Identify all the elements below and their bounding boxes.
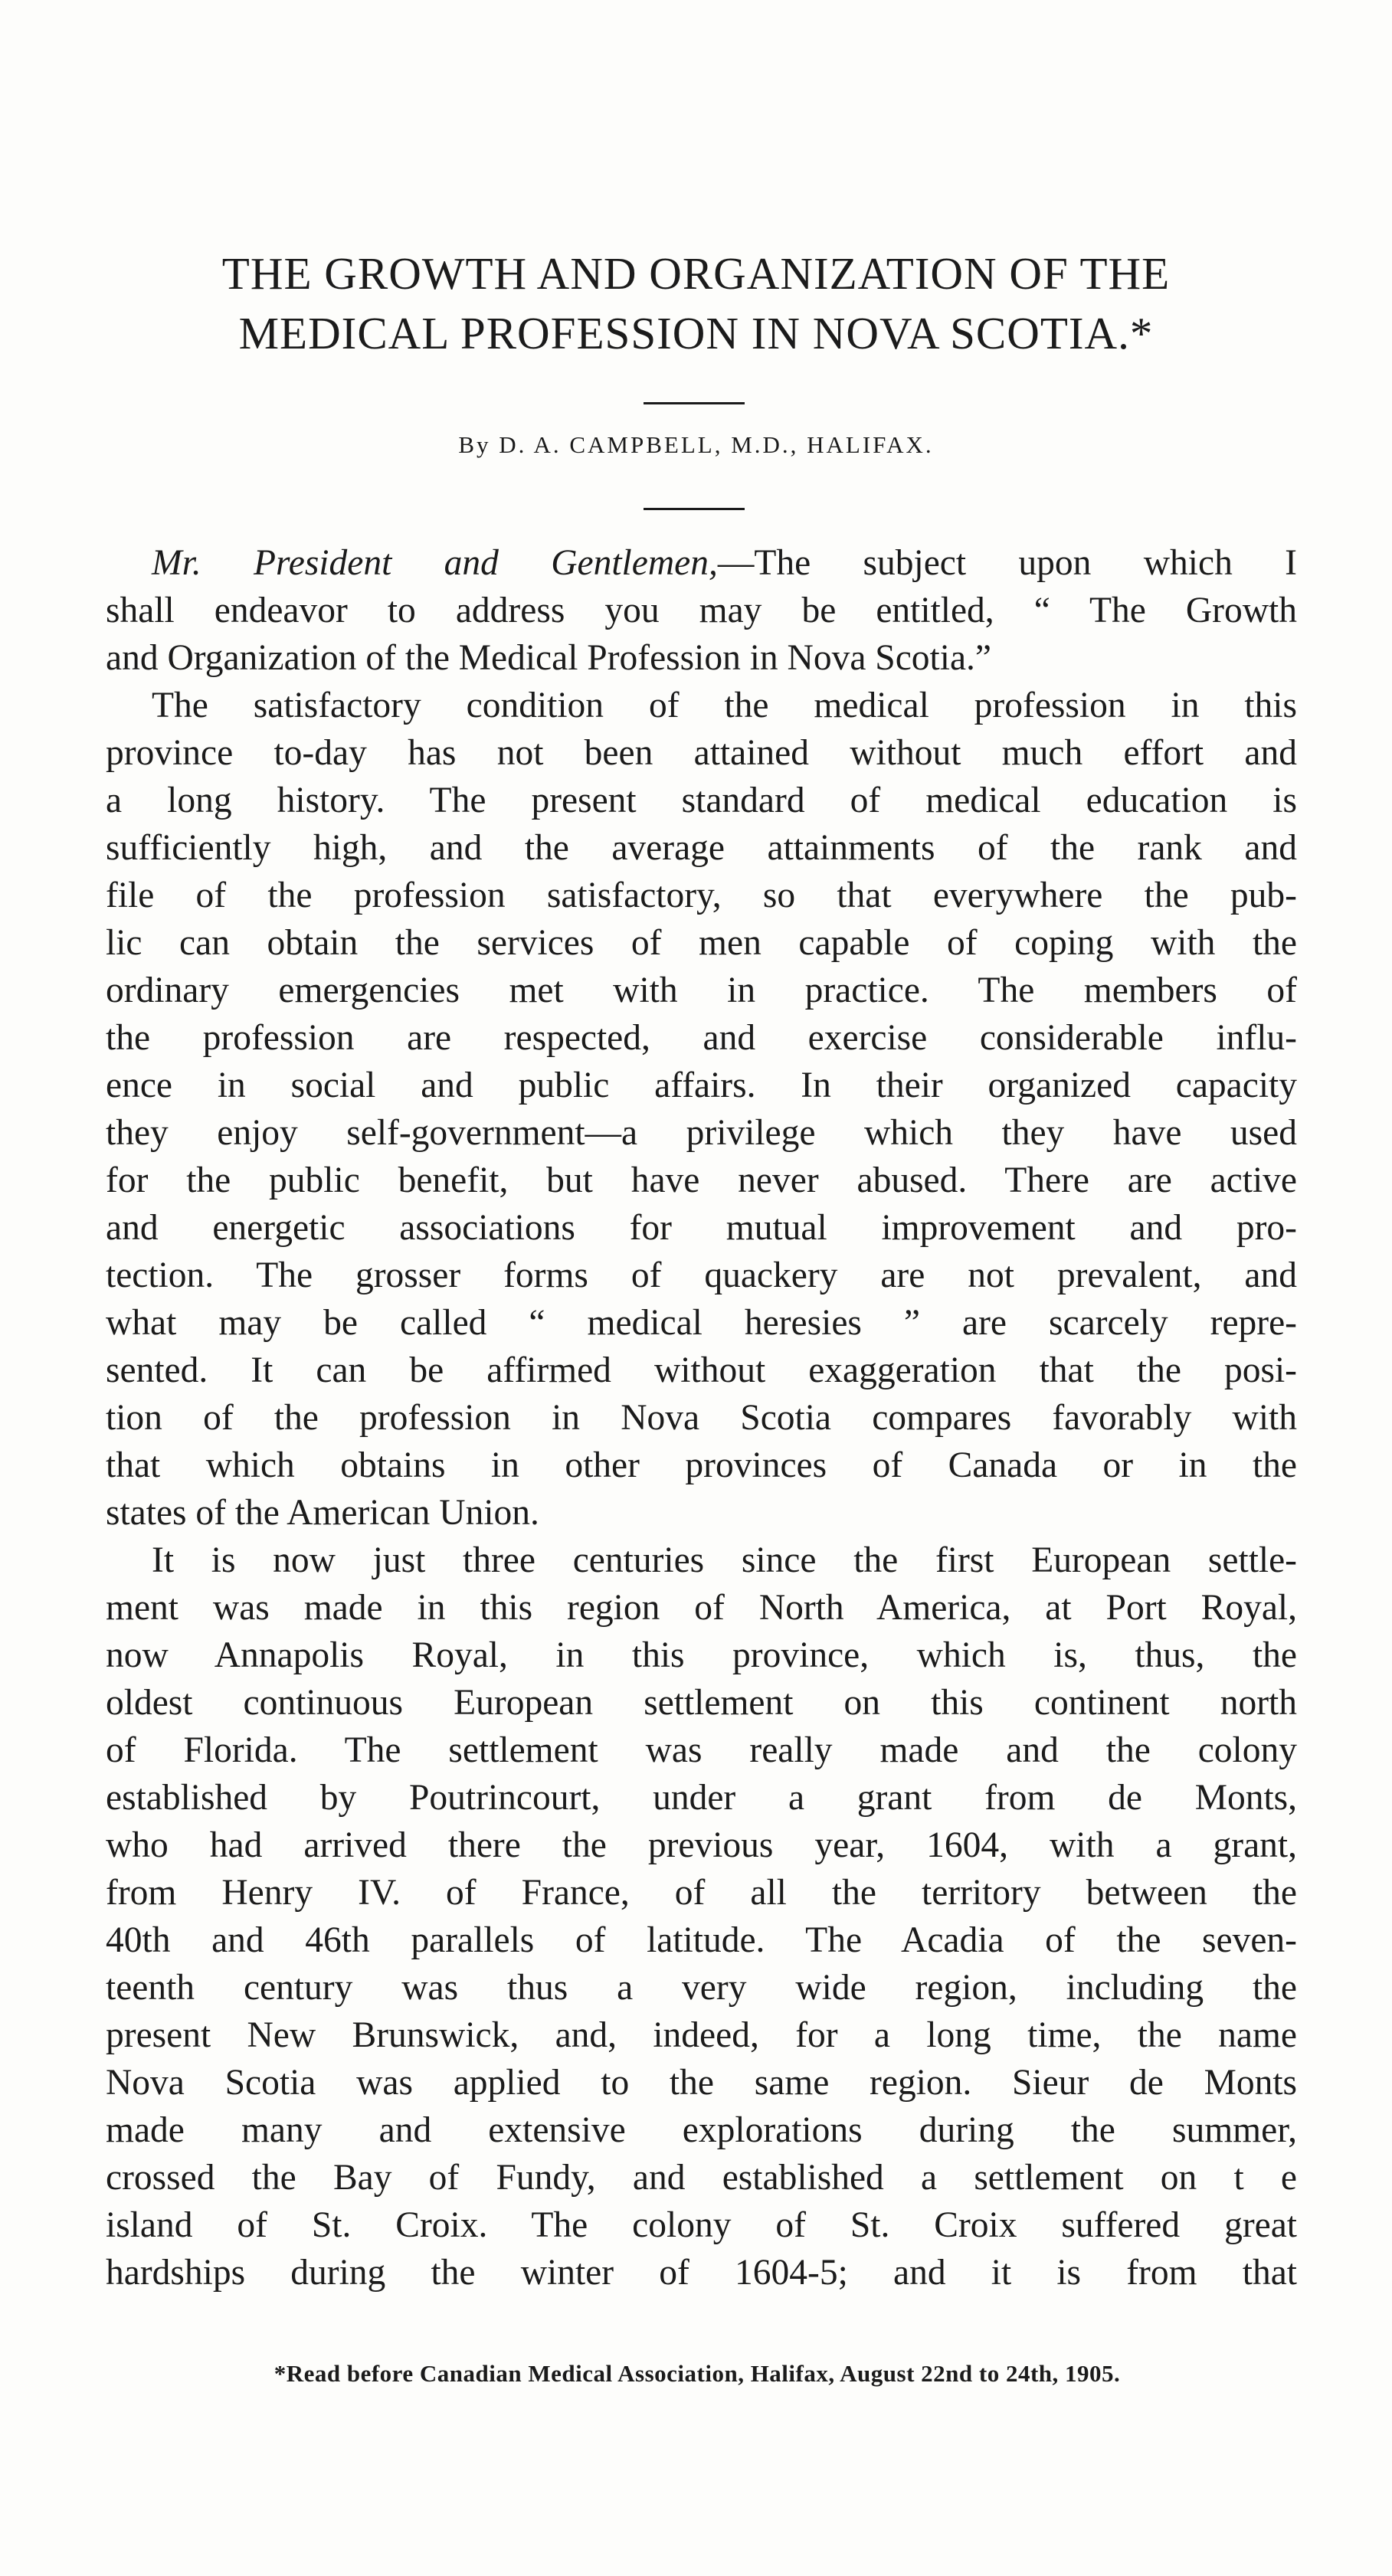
text-line: file of the profession satisfactory, so that everywhere the pub- bbox=[106, 876, 1297, 915]
text-line: hardships during the winter of 1604-5; and it is from that bbox=[106, 2253, 1297, 2293]
article-title bbox=[115, 244, 1277, 363]
article-body bbox=[106, 539, 1297, 2296]
text-line: they enjoy self-government—a privilege which they have used bbox=[106, 1113, 1297, 1153]
text-line: shall endeavor to address you may be entitled, “ The Growth bbox=[106, 591, 1297, 630]
text-line: The satisfactory condition of the medical profession in this bbox=[152, 686, 1297, 725]
text-line: that which obtains in other provinces of Canada or in the bbox=[106, 1445, 1297, 1485]
text-line: crossed the Bay of Fundy, and established a settlement on t e bbox=[106, 2158, 1297, 2198]
title-line: MEDICAL PROFESSION IN NOVA SCOTIA.* bbox=[238, 308, 1154, 358]
text-line: province to-day has not been attained without much effort and bbox=[106, 733, 1297, 773]
text-line: from Henry IV. of France, of all the territory between the bbox=[106, 1873, 1297, 1913]
title-line: THE GROWTH AND ORGANIZATION OF THE bbox=[221, 248, 1171, 299]
text-line: It is now just three centuries since the first European settle- bbox=[152, 1540, 1297, 1580]
text-line: ordinary emergencies met with in practice. The members of bbox=[106, 971, 1297, 1010]
text-line: island of St. Croix. The colony of St. Croix suffered great bbox=[106, 2205, 1297, 2245]
text-line: established by Poutrincourt, under a grant from de Monts, bbox=[106, 1778, 1297, 1818]
text-line: who had arrived there the previous year, 1604, with a grant, bbox=[106, 1825, 1297, 1865]
text-line: present New Brunswick, and, indeed, for a long time, the name bbox=[106, 2015, 1297, 2055]
byline-divider bbox=[644, 508, 745, 510]
text-line: and Organization of the Medical Profession in Nova Scotia.” bbox=[106, 638, 991, 678]
text-line: oldest continuous European settlement on this continent north bbox=[106, 1683, 1297, 1723]
text-line bbox=[106, 539, 1297, 587]
text-line: for the public benefit, but have never abused. There are active bbox=[106, 1160, 1297, 1200]
text-line: tion of the profession in Nova Scotia compares favorably with bbox=[106, 1398, 1297, 1438]
text-line: tection. The grosser forms of quackery are not prevalent, and bbox=[106, 1255, 1297, 1295]
title-divider bbox=[644, 402, 745, 404]
text-line: 40th and 46th parallels of latitude. The Acadia of the seven- bbox=[106, 1920, 1297, 1960]
text-line: Nova Scotia was applied to the same region. Sieur de Monts bbox=[106, 2063, 1297, 2103]
text-line-content: —The subject upon which I bbox=[717, 543, 1297, 583]
author-byline: By D. A. CAMPBELL, M.D., HALIFAX. bbox=[458, 431, 934, 458]
text-line: states of the American Union. bbox=[106, 1493, 539, 1533]
text-line: a long history. The present standard of medical education is bbox=[106, 781, 1297, 820]
salutation: Mr. President and Gentlemen, bbox=[152, 543, 718, 583]
text-line: of Florida. The settlement was really made and the colony bbox=[106, 1730, 1297, 1770]
text-line: and energetic associations for mutual improvement and pro- bbox=[106, 1208, 1297, 1248]
text-line: teenth century was thus a very wide region, including the bbox=[106, 1968, 1297, 2008]
text-line: ment was made in this region of North America, at Port Royal, bbox=[106, 1588, 1297, 1628]
text-line: the profession are respected, and exercise considerable influ- bbox=[106, 1018, 1297, 1058]
text-line: sufficiently high, and the average attainments of the rank and bbox=[106, 828, 1297, 868]
text-line: made many and extensive explorations during the summer, bbox=[106, 2110, 1297, 2150]
text-line: what may be called “ medical heresies ” are scarcely repre- bbox=[106, 1303, 1297, 1343]
footnote: *Read before Canadian Medical Association, Halifax, August 22nd to 24th, 1905. bbox=[273, 2360, 1121, 2387]
text-line: lic can obtain the services of men capable of coping with the bbox=[106, 923, 1297, 963]
text-line: sented. It can be affirmed without exaggeration that the posi- bbox=[106, 1350, 1297, 1390]
text-line: ence in social and public affairs. In their organized capacity bbox=[106, 1065, 1297, 1105]
text-line: now Annapolis Royal, in this province, which is, thus, the bbox=[106, 1635, 1297, 1675]
